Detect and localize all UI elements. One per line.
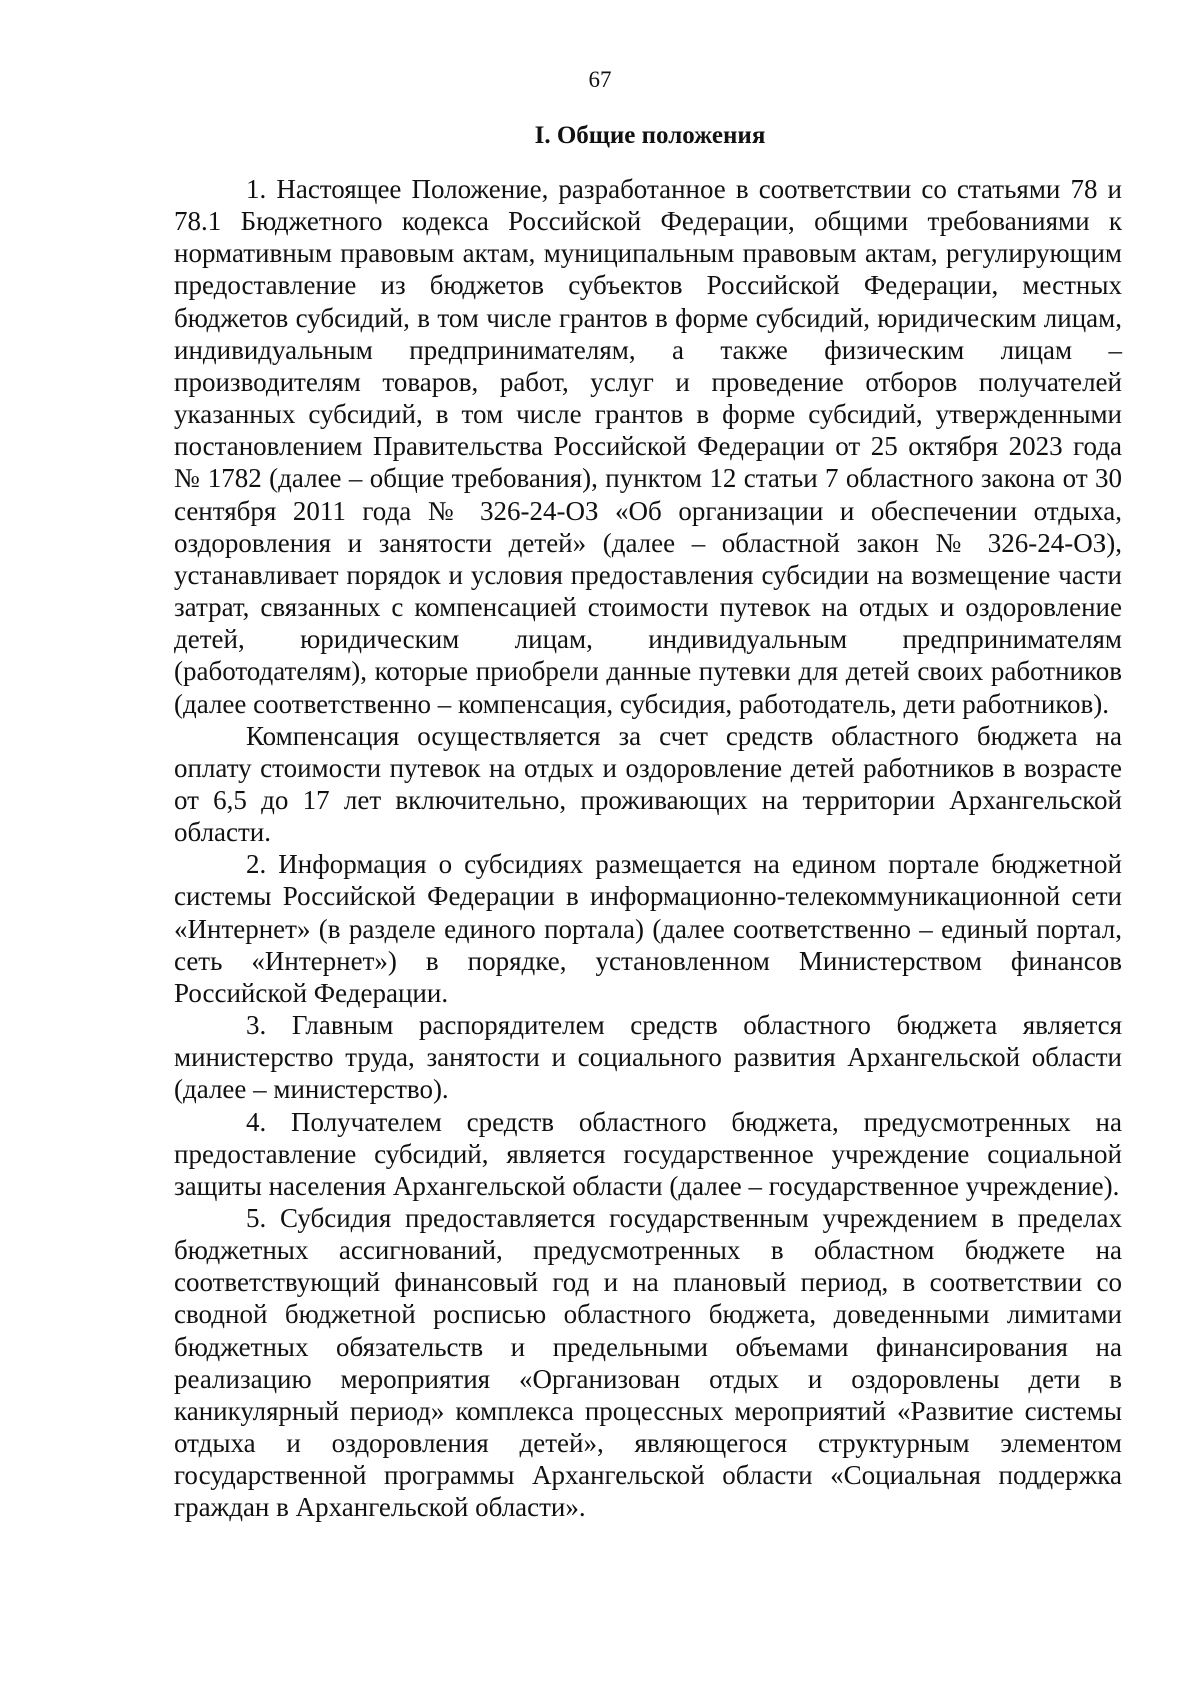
paragraph-5: 4. Получателем средств областного бюджета, предусмотренных на предоставление субсидий, является государственное учреждение социальной защиты населения Архангельской области (далее – государственное учреждение).: [174, 1106, 1122, 1201]
page-number: 67: [588, 67, 612, 92]
paragraph-6: 5. Субсидия предоставляется государственным учреждением в пределах бюджетных ассигнований, предусмотренных в областном бюджете на соответствующий финансовый год и на плановый период, в соответствии со сводной бюджетной росписью областного бюджета, доведенными лимитами бюджетных обязательств и предельными объемами финансирования на реализацию мероприятия «Организован отдых и оздоровлены дети в каникулярный период» комплекса процессных мероприятий «Развитие системы отдыха и оздоровления детей», являющегося структурным элементом государственной программы Архангельской области «Социальная поддержка граждан в Архангельской области».: [174, 1203, 1122, 1523]
paragraph-1: 1. Настоящее Положение, разработанное в соответствии со статьями 78 и 78.1 Бюджетного кодекса Российской Федерации, общими требованиями к нормативным правовым актам, муниципальным правовым актам, регулирующим предоставление из бюджетов субъектов Российской Федерации, местных бюджетов субсидий, в том числе грантов в форме субсидий, юридическим лицам, индивидуальным предпринимателям, а также физическим лицам – производителям товаров, работ, услуг и проведение отборов получателей указанных субсидий, в том числе грантов в форме субсидий, утвержденными постановлением Правительства Российской Федерации от 25 октября 2023 года № 1782 (далее – общие требования), пунктом 12 статьи 7 областного закона от 30 сентября 2011 года № 326-24-ОЗ «Об организации и обеспечении отдыха, оздоровления и занятости детей» (далее – областной закон № 326-24-ОЗ), устанавливает порядок и условия предоставления субсидии на возмещение части затрат, связанных с компенсацией стоимости путевок на отдых и оздоровление детей, юридическим лицам, индивидуальным предпринимателям (работодателям), которые приобрели данные путевки для детей своих работников (далее соответственно – компенсация, субсидия, работодатель, дети работников).: [174, 174, 1122, 719]
section-title: I. Общие положения: [534, 122, 766, 149]
paragraph-2: Компенсация осуществляется за счет средств областного бюджета на оплату стоимости путевок на отдых и оздоровление детей работников в возрасте от 6,5 до 17 лет включительно, проживающих на территории Архангельской области.: [174, 720, 1122, 848]
paragraph-3: 2. Информация о субсидиях размещается на едином портале бюджетной системы Российской Федерации в информационно-телекоммуникационной сети «Интернет» (в разделе единого портала) (далее соответственно – единый портал, сеть «Интернет») в порядке, установленном Министерством финансов Российской Федерации.: [174, 849, 1122, 1008]
paragraph-4: 3. Главным распорядителем средств областного бюджета является министерство труда, занятости и социального развития Архангельской области (далее – министерство).: [174, 1010, 1122, 1105]
body-text: [174, 173, 1122, 1524]
